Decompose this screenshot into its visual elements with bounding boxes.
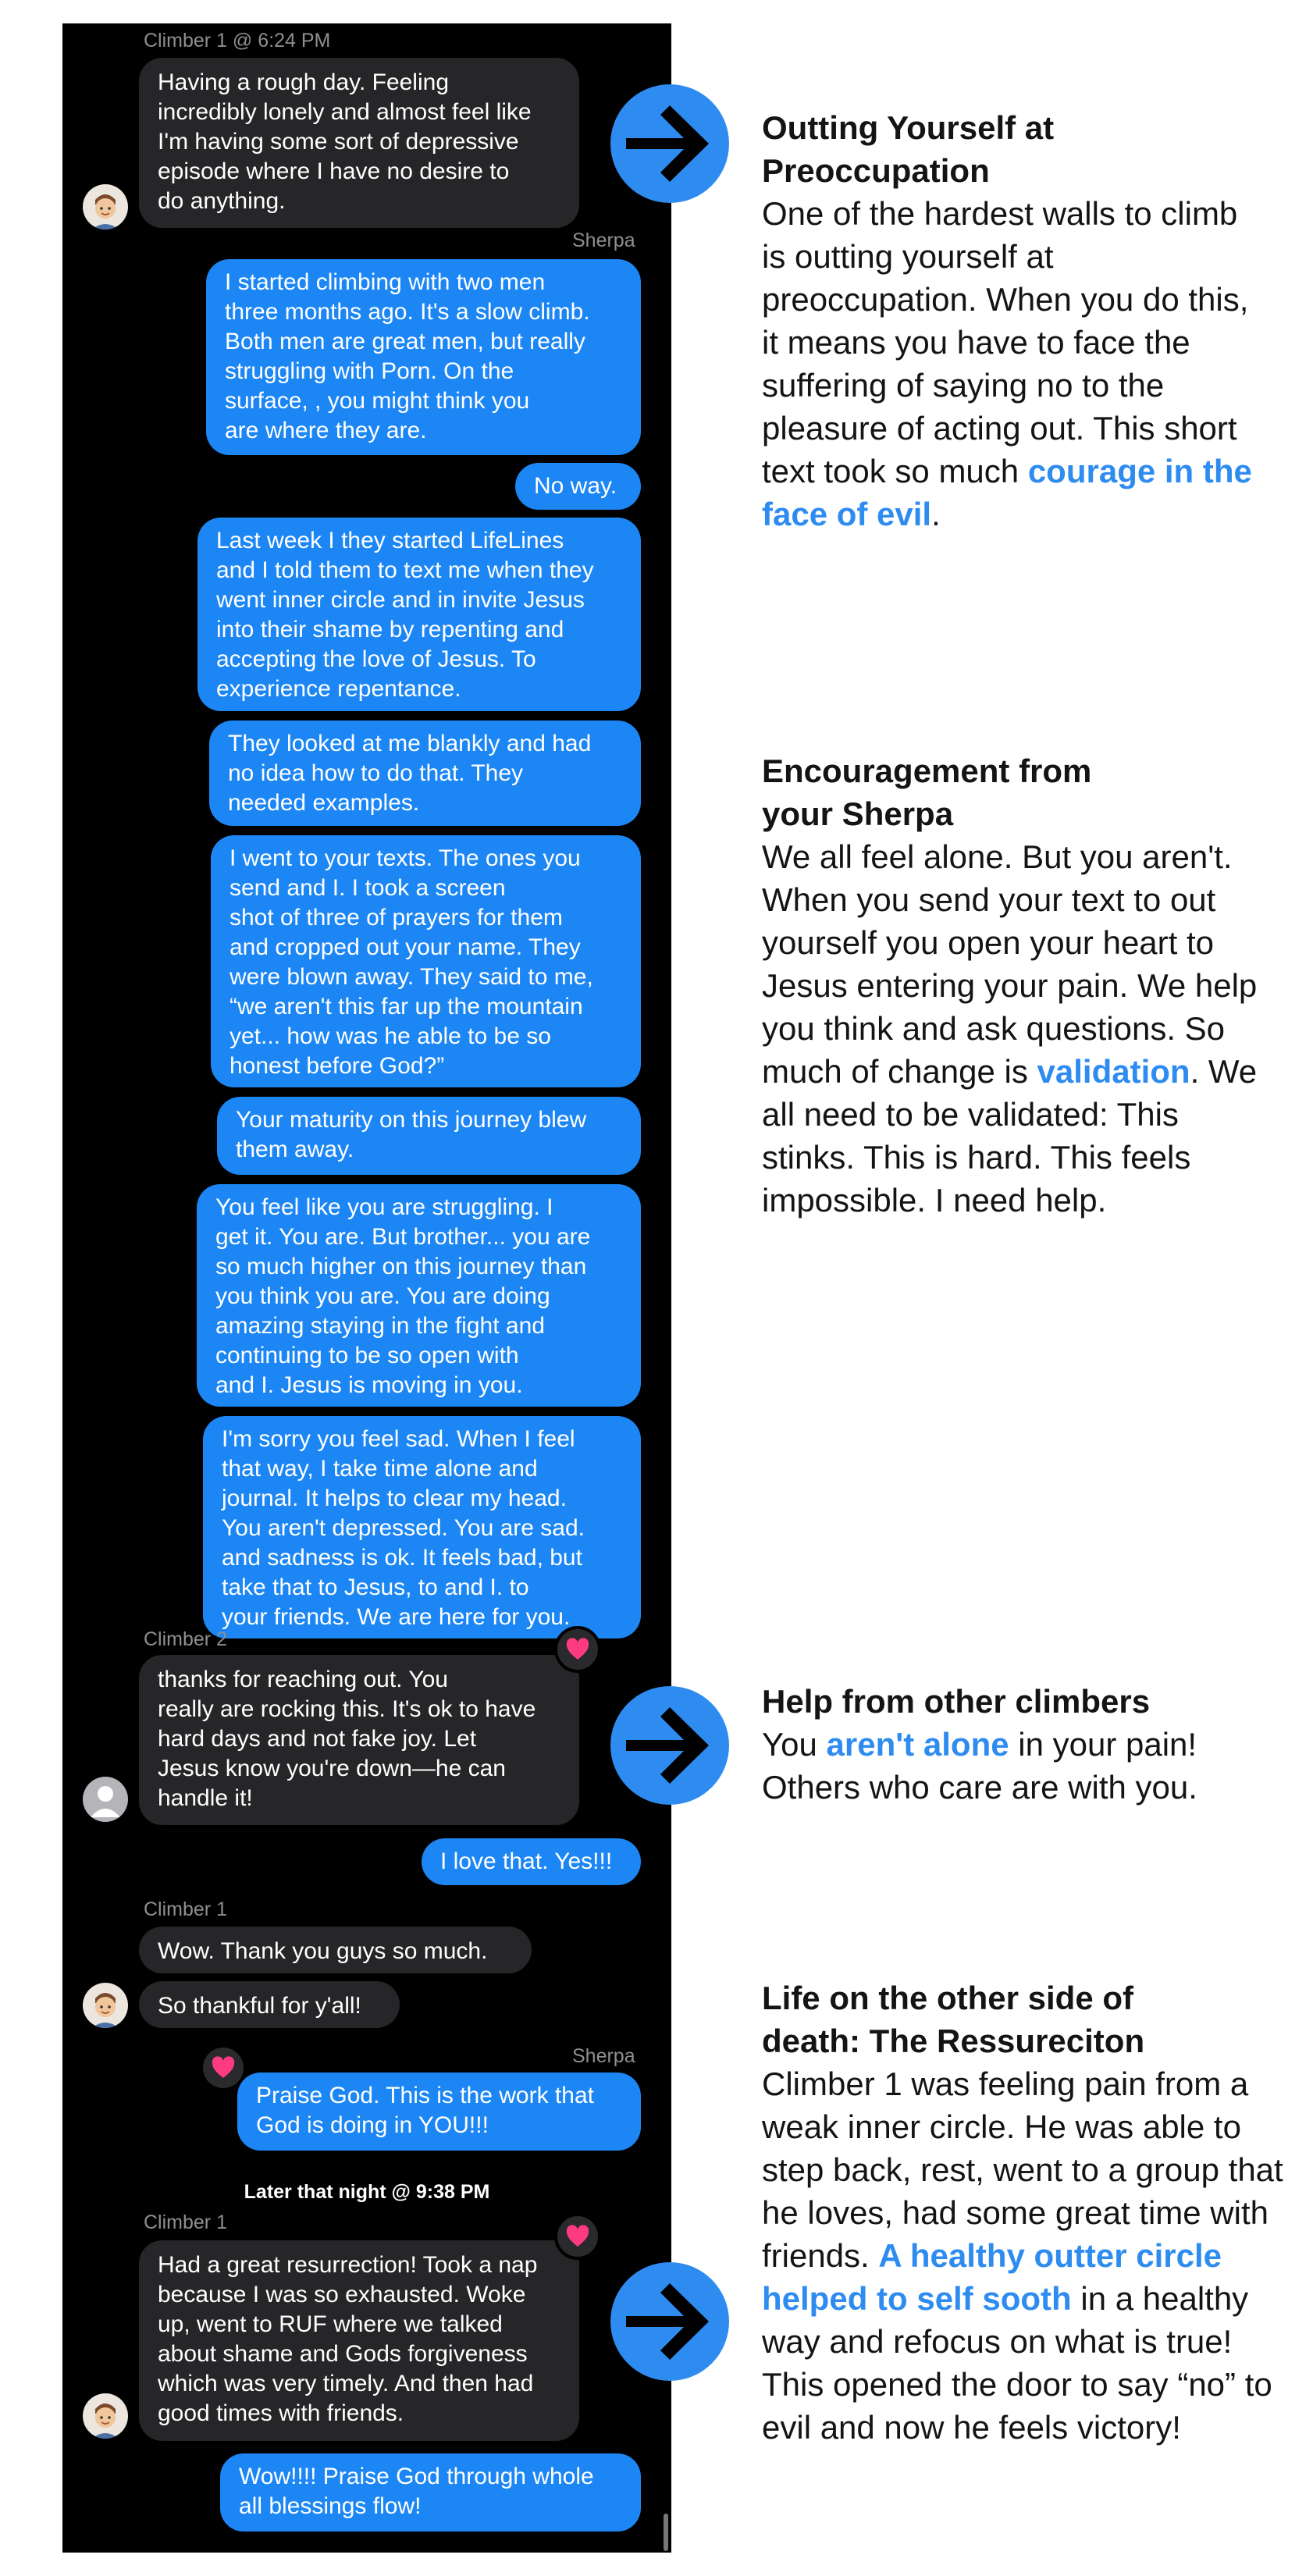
climber1-avatar[interactable] bbox=[83, 2393, 128, 2439]
sender-label-sherpa: Sherpa bbox=[572, 2045, 635, 2067]
sent-message[interactable]: Your maturity on this journey blew them away. bbox=[217, 1097, 641, 1175]
highlight-text: aren't alone bbox=[826, 1726, 1009, 1763]
heart-reaction-icon[interactable] bbox=[554, 1626, 601, 1673]
sent-message[interactable]: I went to your texts. The ones you send and I. I took a screen shot of three of prayers for them and cropped out your name. They were blown away. They said to me, “we aren't this far up the mountain yet... how was he able to be so honest before God?” bbox=[211, 835, 641, 1087]
sent-message[interactable]: Praise God. This is the work that God is doing in YOU!!! bbox=[237, 2073, 641, 2151]
received-message[interactable]: Had a great resurrection! Took a nap because I was so exhausted. Woke up, went to RUF where we talked about shame and Gods forgiveness which was very timely. And then had good times with friends. bbox=[139, 2240, 579, 2441]
heart-reaction-icon[interactable] bbox=[554, 2213, 601, 2260]
climber2-avatar[interactable] bbox=[83, 1777, 128, 1822]
section-body bbox=[762, 835, 1269, 1222]
body-text: . bbox=[931, 496, 941, 532]
section-body bbox=[762, 1723, 1246, 1809]
highlight-text: courage in the face of evil bbox=[762, 453, 1252, 532]
section-body bbox=[762, 2062, 1293, 2449]
sender-label-sherpa: Sherpa bbox=[572, 229, 635, 251]
received-message[interactable]: Wow. Thank you guys so much. bbox=[139, 1927, 532, 1973]
arrow-right-icon bbox=[609, 1685, 731, 1806]
sender-label-climber1: Climber 1 bbox=[144, 2211, 227, 2233]
body-text: You bbox=[762, 1726, 827, 1763]
highlight-text: validation bbox=[1037, 1053, 1190, 1090]
arrow-right-icon bbox=[609, 83, 731, 205]
commentary-help-from-climbers bbox=[762, 1680, 1246, 1809]
section-title: Life on the other side of death: The Ressureciton bbox=[762, 1980, 1145, 2059]
scrollbar[interactable] bbox=[664, 2514, 668, 2551]
body-text: . We all need to be validated: This stinks. This is hard. This feels impossible. I need help. bbox=[762, 1053, 1258, 1219]
commentary-resurrection bbox=[762, 1976, 1293, 2449]
body-text: in a healthy way and refocus on what is true! This opened the door to say “no” to evil and now he feels victory! bbox=[762, 2280, 1272, 2446]
climber1-avatar[interactable] bbox=[83, 1983, 128, 2028]
body-text: Climber 1 was feeling pain from a weak inner circle. He was able to step back, rest, went to a group that he loves, had some great time with friends. bbox=[762, 2065, 1283, 2274]
arrow-right-icon bbox=[609, 2261, 731, 2382]
commentary-outting-yourself bbox=[762, 106, 1269, 535]
sent-message[interactable]: No way. bbox=[515, 463, 641, 510]
received-message[interactable]: thanks for reaching out. You really are rocking this. It's ok to have hard days and not fake joy. Let Jesus know you're down—he can handle it! bbox=[139, 1655, 579, 1825]
sent-message[interactable]: You feel like you are struggling. I get it. You are. But brother... you are so much higher on this journey than you think you are. You are doing amazing staying in the fight and continuing to be so open with and I. Jesus is moving in you. bbox=[197, 1184, 641, 1407]
later-timestamp: Later that night @ 9:38 PM bbox=[244, 2181, 490, 2203]
highlight-text: A healthy outter circle helped to self sooth bbox=[762, 2237, 1222, 2317]
sender-label-climber1: Climber 1 bbox=[144, 1898, 227, 1920]
section-body bbox=[762, 192, 1269, 535]
received-message[interactable]: So thankful for y'all! bbox=[139, 1981, 400, 2028]
received-message[interactable]: Having a rough day. Feeling incredibly lonely and almost feel like I'm having some sort of depressive episode where I have no desire to do anything. bbox=[139, 58, 579, 228]
sent-message[interactable]: Last week I they started LifeLines and I told them to text me when they went inner circle and in invite Jesus into their shame by repenting and accepting the love of Jesus. To experience repentance. bbox=[197, 518, 641, 711]
body-text: We all feel alone. But you aren't. When you send your text to out yourself you open your heart to Jesus entering your pain. We help you think and ask questions. So much of change is bbox=[762, 838, 1258, 1090]
section-title: Outting Yourself at Preoccupation bbox=[762, 109, 1055, 189]
body-text: in your pain! Others who care are with you. bbox=[762, 1726, 1197, 1806]
sent-message[interactable]: They looked at me blankly and had no idea how to do that. They needed examples. bbox=[209, 720, 641, 826]
body-text: One of the hardest walls to climb is outting yourself at preoccupation. When you do this, it means you have to face the suffering of saying no to the pleasure of acting out. This short text took so much bbox=[762, 195, 1249, 489]
section-title: Help from other climbers bbox=[762, 1683, 1151, 1720]
section-title: Encouragement from your Sherpa bbox=[762, 753, 1092, 832]
sent-message[interactable]: I love that. Yes!!! bbox=[422, 1838, 641, 1885]
sent-message[interactable]: I'm sorry you feel sad. When I feel that way, I take time alone and journal. It helps to clear my head. You aren't depressed. You are sad. and sadness is ok. It feels bad, but take that to Jesus, to and I. to your friends. We are here for you. bbox=[203, 1416, 641, 1638]
sent-message[interactable]: Wow!!!! Praise God through whole all blessings flow! bbox=[220, 2453, 641, 2532]
chat-screenshot bbox=[62, 23, 671, 2553]
sent-message[interactable]: I started climbing with two men three months ago. It's a slow climb. Both men are great men, but really struggling with Porn. On the surface, , you might think you are where they are. bbox=[206, 259, 641, 455]
commentary-encouragement bbox=[762, 749, 1269, 1222]
climber1-avatar[interactable] bbox=[83, 184, 128, 229]
sender-label-climber2: Climber 2 bbox=[144, 1628, 227, 1650]
chat-header-timestamp: Climber 1 @ 6:24 PM bbox=[144, 30, 331, 52]
